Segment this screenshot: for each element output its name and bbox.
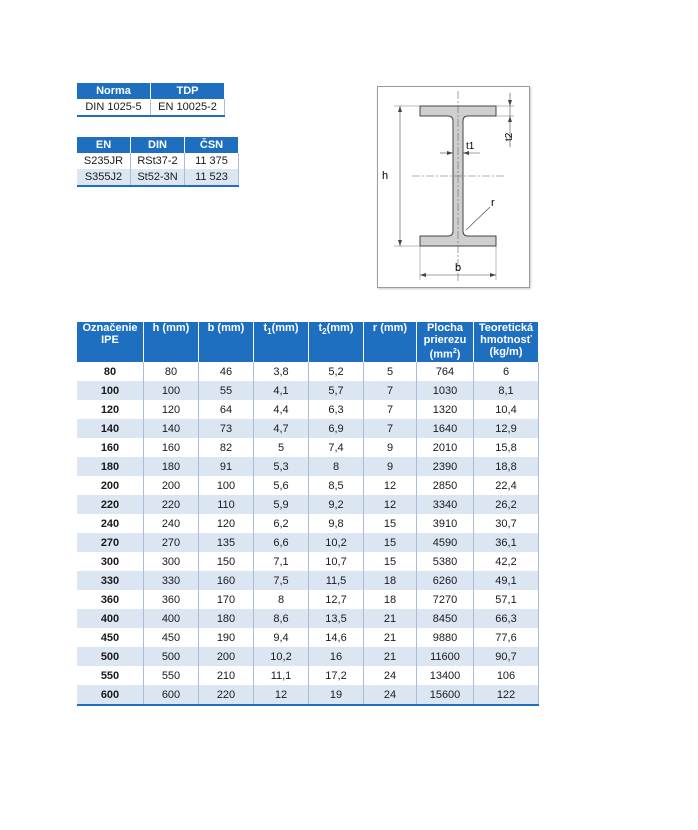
table-row <box>77 476 539 495</box>
header-din: DIN <box>131 137 185 153</box>
table-row <box>77 609 539 628</box>
cell-h: 600 <box>144 685 199 705</box>
cell-b: 110 <box>199 495 254 514</box>
header-b: b (mm) <box>199 322 254 362</box>
cell-hmotnost: 106 <box>474 666 539 685</box>
cell-oznacenie: 600 <box>77 685 144 705</box>
cell-hmotnost: 42,2 <box>474 552 539 571</box>
en-value: S355J2 <box>77 169 131 186</box>
cell-h: 330 <box>144 571 199 590</box>
cell-b: 210 <box>199 666 254 685</box>
cell-t2: 8,5 <box>309 476 364 495</box>
cell-hmotnost: 22,4 <box>474 476 539 495</box>
cell-b: 170 <box>199 590 254 609</box>
ibeam-drawing <box>378 87 529 287</box>
din-value: RSt37-2 <box>131 153 185 169</box>
cell-r: 12 <box>364 476 417 495</box>
table-row <box>77 362 539 381</box>
ipe-header-row <box>77 322 539 362</box>
material-table <box>77 137 239 187</box>
cell-b: 82 <box>199 438 254 457</box>
material-row <box>77 169 239 186</box>
cell-r: 21 <box>364 628 417 647</box>
cell-plocha: 2010 <box>417 438 474 457</box>
label-b: b <box>455 262 462 274</box>
material-header-row <box>77 137 239 153</box>
cell-h: 450 <box>144 628 199 647</box>
cell-oznacenie: 330 <box>77 571 144 590</box>
cell-h: 550 <box>144 666 199 685</box>
cell-oznacenie: 140 <box>77 419 144 438</box>
cell-hmotnost: 6 <box>474 362 539 381</box>
cell-hmotnost: 36,1 <box>474 533 539 552</box>
table-row <box>77 647 539 666</box>
cell-b: 91 <box>199 457 254 476</box>
cell-t2: 5,7 <box>309 381 364 400</box>
cell-t1: 5 <box>254 438 309 457</box>
cell-oznacenie: 160 <box>77 438 144 457</box>
cell-b: 220 <box>199 685 254 705</box>
cell-h: 270 <box>144 533 199 552</box>
cell-t1: 6,6 <box>254 533 309 552</box>
cell-t1: 7,5 <box>254 571 309 590</box>
cell-plocha: 1030 <box>417 381 474 400</box>
table-row <box>77 571 539 590</box>
cell-oznacenie: 220 <box>77 495 144 514</box>
cell-plocha: 1320 <box>417 400 474 419</box>
cell-plocha: 5380 <box>417 552 474 571</box>
cell-t1: 9,4 <box>254 628 309 647</box>
cell-hmotnost: 10,4 <box>474 400 539 419</box>
cell-r: 9 <box>364 457 417 476</box>
cell-r: 12 <box>364 495 417 514</box>
cell-t2: 16 <box>309 647 364 666</box>
material-row <box>77 153 239 169</box>
cell-r: 9 <box>364 438 417 457</box>
cell-t2: 6,3 <box>309 400 364 419</box>
cell-oznacenie: 180 <box>77 457 144 476</box>
cell-hmotnost: 8,1 <box>474 381 539 400</box>
csn-value: 11 375 <box>185 153 239 169</box>
cell-t2: 5,2 <box>309 362 364 381</box>
cell-t1: 4,1 <box>254 381 309 400</box>
cell-oznacenie: 80 <box>77 362 144 381</box>
cell-r: 15 <box>364 514 417 533</box>
cell-b: 100 <box>199 476 254 495</box>
header-h: h (mm) <box>144 322 199 362</box>
cell-oznacenie: 270 <box>77 533 144 552</box>
cell-h: 220 <box>144 495 199 514</box>
table-row <box>77 552 539 571</box>
header-csn: ČSN <box>185 137 239 153</box>
cell-t1: 4,4 <box>254 400 309 419</box>
cell-oznacenie: 240 <box>77 514 144 533</box>
en-value: S235JR <box>77 153 131 169</box>
cell-b: 64 <box>199 400 254 419</box>
cell-t1: 11,1 <box>254 666 309 685</box>
cell-h: 160 <box>144 438 199 457</box>
cell-t2: 11,5 <box>309 571 364 590</box>
cell-t1: 4,7 <box>254 419 309 438</box>
cell-r: 24 <box>364 685 417 705</box>
cell-t1: 12 <box>254 685 309 705</box>
header-en: EN <box>77 137 131 153</box>
cell-t2: 9,2 <box>309 495 364 514</box>
cell-plocha: 13400 <box>417 666 474 685</box>
cell-oznacenie: 360 <box>77 590 144 609</box>
norma-table <box>77 83 225 117</box>
norma-value: DIN 1025-5 <box>77 99 151 116</box>
table-row <box>77 514 539 533</box>
cell-h: 120 <box>144 400 199 419</box>
cell-h: 180 <box>144 457 199 476</box>
label-t1: t1 <box>466 141 475 152</box>
cell-r: 7 <box>364 381 417 400</box>
cell-t2: 6,9 <box>309 419 364 438</box>
cell-t2: 12,7 <box>309 590 364 609</box>
cell-oznacenie: 500 <box>77 647 144 666</box>
cell-t2: 10,7 <box>309 552 364 571</box>
cell-oznacenie: 450 <box>77 628 144 647</box>
cell-t2: 9,8 <box>309 514 364 533</box>
cell-r: 5 <box>364 362 417 381</box>
cell-oznacenie: 550 <box>77 666 144 685</box>
table-row <box>77 457 539 476</box>
cell-hmotnost: 77,6 <box>474 628 539 647</box>
cell-hmotnost: 90,7 <box>474 647 539 666</box>
cell-t1: 10,2 <box>254 647 309 666</box>
cell-plocha: 1640 <box>417 419 474 438</box>
cell-plocha: 7270 <box>417 590 474 609</box>
cell-t2: 14,6 <box>309 628 364 647</box>
table-row <box>77 590 539 609</box>
cell-plocha: 764 <box>417 362 474 381</box>
cell-plocha: 3340 <box>417 495 474 514</box>
table-row <box>77 628 539 647</box>
cell-r: 24 <box>364 666 417 685</box>
cell-t2: 19 <box>309 685 364 705</box>
cell-r: 21 <box>364 647 417 666</box>
cell-h: 400 <box>144 609 199 628</box>
cell-r: 18 <box>364 590 417 609</box>
cell-b: 160 <box>199 571 254 590</box>
cell-r: 21 <box>364 609 417 628</box>
cell-r: 7 <box>364 400 417 419</box>
cell-h: 240 <box>144 514 199 533</box>
header-norma: Norma <box>77 83 151 99</box>
cell-h: 140 <box>144 419 199 438</box>
cell-t1: 8,6 <box>254 609 309 628</box>
cell-t1: 5,6 <box>254 476 309 495</box>
cell-h: 80 <box>144 362 199 381</box>
din-value: St52-3N <box>131 169 185 186</box>
ibeam-diagram <box>377 86 530 288</box>
cell-hmotnost: 122 <box>474 685 539 705</box>
cell-t1: 5,9 <box>254 495 309 514</box>
cell-hmotnost: 15,8 <box>474 438 539 457</box>
cell-h: 200 <box>144 476 199 495</box>
header-t1: $t_1(mm)$ <box>254 322 309 362</box>
cell-h: 360 <box>144 590 199 609</box>
table-row <box>77 400 539 419</box>
cell-t1: 8 <box>254 590 309 609</box>
norma-row <box>77 99 225 116</box>
table-row <box>77 438 539 457</box>
cell-oznacenie: 300 <box>77 552 144 571</box>
cell-plocha: 11600 <box>417 647 474 666</box>
ipe-table-body <box>77 362 539 705</box>
table-row <box>77 685 539 705</box>
cell-plocha: 2850 <box>417 476 474 495</box>
cell-r: 15 <box>364 552 417 571</box>
cell-t1: 6,2 <box>254 514 309 533</box>
cell-t2: 17,2 <box>309 666 364 685</box>
cell-plocha: 3910 <box>417 514 474 533</box>
cell-oznacenie: 100 <box>77 381 144 400</box>
ipe-table <box>77 322 539 706</box>
header-oznacenie: Označenie IPE <box>77 322 144 362</box>
cell-t1: 7,1 <box>254 552 309 571</box>
cell-b: 180 <box>199 609 254 628</box>
cell-t2: 10,2 <box>309 533 364 552</box>
cell-hmotnost: 49,1 <box>474 571 539 590</box>
table-row <box>77 419 539 438</box>
cell-t2: 7,4 <box>309 438 364 457</box>
cell-h: 100 <box>144 381 199 400</box>
table-row <box>77 381 539 400</box>
header-r: r (mm) <box>364 322 417 362</box>
tdp-value: EN 10025-2 <box>151 99 225 116</box>
cell-b: 200 <box>199 647 254 666</box>
cell-plocha: 6260 <box>417 571 474 590</box>
header-plocha: Plocha prierezu $(mm^2)$ <box>417 322 474 362</box>
cell-h: 500 <box>144 647 199 666</box>
cell-t2: 13,5 <box>309 609 364 628</box>
cell-hmotnost: 66,3 <box>474 609 539 628</box>
cell-plocha: 15600 <box>417 685 474 705</box>
header-hmotnost: Teoretická hmotnosť (kg/m) <box>474 322 539 362</box>
cell-t1: 5,3 <box>254 457 309 476</box>
cell-r: 18 <box>364 571 417 590</box>
norma-header-row <box>77 83 225 99</box>
cell-oznacenie: 400 <box>77 609 144 628</box>
cell-b: 150 <box>199 552 254 571</box>
cell-plocha: 9880 <box>417 628 474 647</box>
cell-t1: 3,8 <box>254 362 309 381</box>
cell-h: 300 <box>144 552 199 571</box>
cell-hmotnost: 26,2 <box>474 495 539 514</box>
table-row <box>77 495 539 514</box>
cell-b: 46 <box>199 362 254 381</box>
cell-b: 73 <box>199 419 254 438</box>
cell-b: 190 <box>199 628 254 647</box>
label-r: r <box>491 197 495 209</box>
cell-plocha: 8450 <box>417 609 474 628</box>
header-tdp: TDP <box>151 83 225 99</box>
cell-r: 7 <box>364 419 417 438</box>
cell-r: 15 <box>364 533 417 552</box>
cell-t2: 8 <box>309 457 364 476</box>
cell-hmotnost: 57,1 <box>474 590 539 609</box>
label-t2: t2 <box>504 132 515 141</box>
cell-hmotnost: 12,9 <box>474 419 539 438</box>
cell-oznacenie: 200 <box>77 476 144 495</box>
cell-b: 135 <box>199 533 254 552</box>
csn-value: 11 523 <box>185 169 239 186</box>
cell-b: 120 <box>199 514 254 533</box>
cell-hmotnost: 30,7 <box>474 514 539 533</box>
table-row <box>77 666 539 685</box>
label-h: h <box>382 170 389 182</box>
cell-b: 55 <box>199 381 254 400</box>
cell-oznacenie: 120 <box>77 400 144 419</box>
header-t2: $t_2(mm)$ <box>309 322 364 362</box>
cell-hmotnost: 18,8 <box>474 457 539 476</box>
cell-plocha: 2390 <box>417 457 474 476</box>
cell-plocha: 4590 <box>417 533 474 552</box>
table-row <box>77 533 539 552</box>
